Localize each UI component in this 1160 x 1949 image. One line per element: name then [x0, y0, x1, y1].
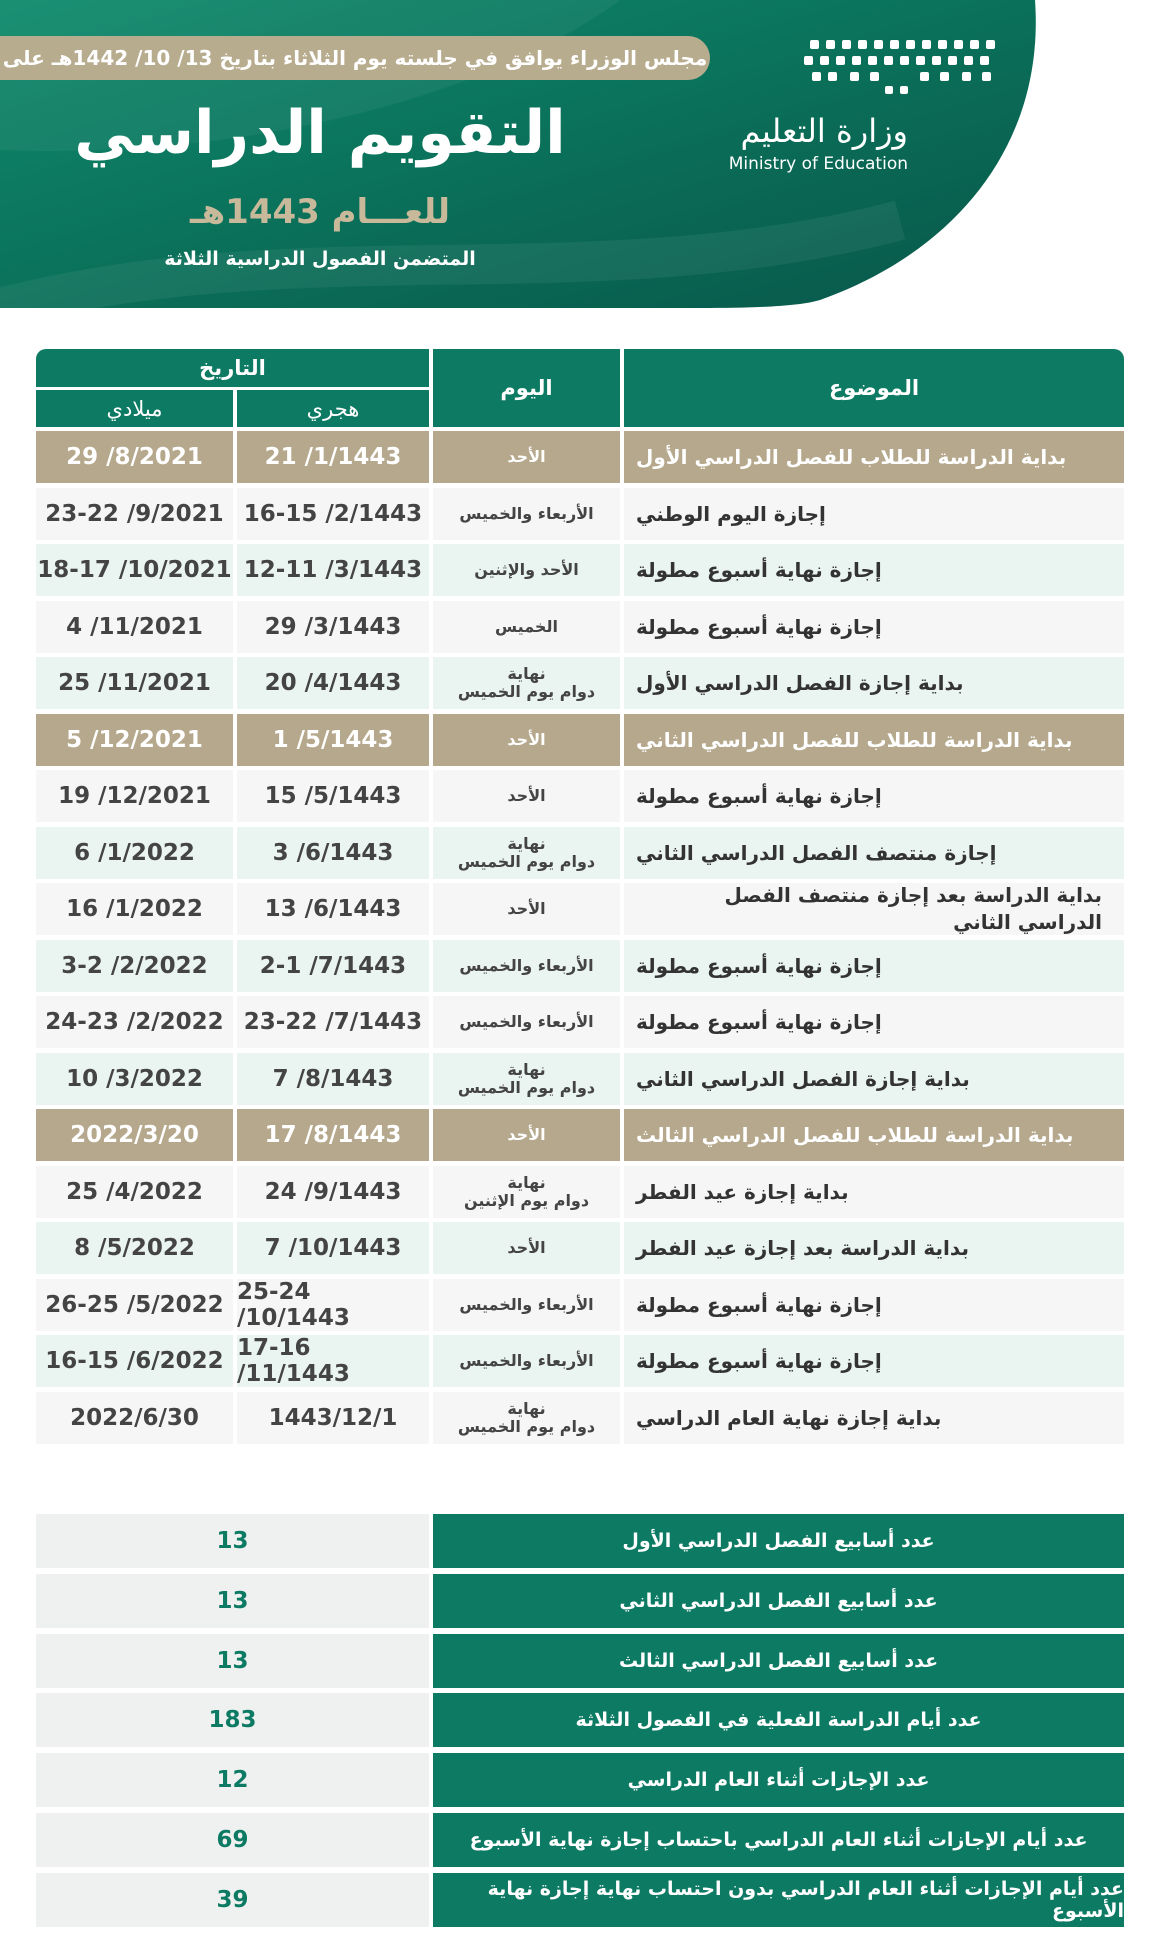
- gregorian-date: 26-25 /5/2022: [36, 1279, 233, 1331]
- event-topic: بداية الدراسة للطلاب للفصل الدراسي الثاني: [624, 714, 1124, 766]
- weekday: الأربعاء والخميس: [433, 940, 620, 992]
- hijri-date: 17-16 /11/1443: [237, 1335, 429, 1387]
- page-title: التقويم الدراسي: [74, 98, 566, 168]
- header-day: اليوم: [433, 349, 620, 427]
- event-topic: بداية الدراسة بعد إجازة منتصف الفصل الدراسي الثاني: [624, 883, 1124, 935]
- academic-year: للعـــام 1443هـ: [189, 192, 451, 232]
- event-topic: إجازة نهاية أسبوع مطولة: [624, 1335, 1124, 1387]
- event-topic: إجازة منتصف الفصل الدراسي الثاني: [624, 827, 1124, 879]
- header-topic: الموضوع: [624, 349, 1124, 427]
- event-topic: إجازة اليوم الوطني: [624, 488, 1124, 540]
- weekday: الأحد: [433, 714, 620, 766]
- gregorian-date: 24-23 /2/2022: [36, 996, 233, 1048]
- event-topic: بداية إجازة الفصل الدراسي الثاني: [624, 1053, 1124, 1105]
- header-gregorian: ميلادي: [36, 390, 233, 427]
- weekday: نهاية دوام يوم الخميس: [433, 827, 620, 879]
- event-topic: بداية الدراسة بعد إجازة عيد الفطر: [624, 1222, 1124, 1274]
- gregorian-date: 2022/3/20: [36, 1109, 233, 1161]
- page-subtitle: المتضمن الفصول الدراسية الثلاثة: [164, 248, 476, 270]
- hijri-date: 20 /4/1443: [237, 657, 429, 709]
- hijri-date: 23-22 /7/1443: [237, 996, 429, 1048]
- hijri-date: 21 /1/1443: [237, 431, 429, 483]
- hijri-date: 3 /6/1443: [237, 827, 429, 879]
- weekday: نهاية دوام يوم الخميس: [433, 657, 620, 709]
- gregorian-date: 5 /12/2021: [36, 714, 233, 766]
- gregorian-date: 16-15 /6/2022: [36, 1335, 233, 1387]
- gregorian-date: 4 /11/2021: [36, 601, 233, 653]
- weekday: الأحد: [433, 883, 620, 935]
- header-banner: [0, 0, 1160, 310]
- summary-value: 183: [36, 1693, 429, 1747]
- weekday: نهاية دوام يوم الخميس: [433, 1053, 620, 1105]
- hijri-date: 7 /8/1443: [237, 1053, 429, 1105]
- gregorian-date: 16 /1/2022: [36, 883, 233, 935]
- gregorian-date: 3-2 /2/2022: [36, 940, 233, 992]
- hijri-date: 29 /3/1443: [237, 601, 429, 653]
- weekday: الخميس: [433, 601, 620, 653]
- weekday: الأربعاء والخميس: [433, 488, 620, 540]
- hijri-date: 1 /5/1443: [237, 714, 429, 766]
- weekday: نهاية دوام يوم الإثنين: [433, 1166, 620, 1218]
- cabinet-approval-notice: مجلس الوزراء يوافق في جلسته يوم الثلاثاء بتاريخ 13/ 10/ 1442هـ على: [0, 36, 710, 80]
- event-topic: إجازة نهاية أسبوع مطولة: [624, 544, 1124, 596]
- ministry-name-arabic: وزارة التعليم: [740, 112, 908, 150]
- summary-label: عدد أيام الإجازات أثناء العام الدراسي بدون احتساب نهاية إجازة نهاية الأسبوع: [433, 1873, 1124, 1927]
- hijri-date: 1443/12/1: [237, 1392, 429, 1444]
- summary-value: 39: [36, 1873, 429, 1927]
- summary-label: عدد الإجازات أثناء العام الدراسي: [433, 1753, 1124, 1807]
- gregorian-date: 19 /12/2021: [36, 770, 233, 822]
- summary-label: عدد أسابيع الفصل الدراسي الأول: [433, 1514, 1124, 1568]
- gregorian-date: 23-22 /9/2021: [36, 488, 233, 540]
- summary-value: 13: [36, 1514, 429, 1568]
- gregorian-date: 18-17 /10/2021: [36, 544, 233, 596]
- summary-value: 12: [36, 1753, 429, 1807]
- weekday: الأربعاء والخميس: [433, 1335, 620, 1387]
- event-topic: إجازة نهاية أسبوع مطولة: [624, 996, 1124, 1048]
- event-topic: إجازة نهاية أسبوع مطولة: [624, 1279, 1124, 1331]
- header-hijri: هجري: [237, 390, 429, 427]
- hijri-date: 24 /9/1443: [237, 1166, 429, 1218]
- event-topic: إجازة نهاية أسبوع مطولة: [624, 940, 1124, 992]
- hijri-date: 2-1 /7/1443: [237, 940, 429, 992]
- gregorian-date: 29 /8/2021: [36, 431, 233, 483]
- gregorian-date: 8 /5/2022: [36, 1222, 233, 1274]
- event-topic: بداية إجازة الفصل الدراسي الأول: [624, 657, 1124, 709]
- hijri-date: 12-11 /3/1443: [237, 544, 429, 596]
- summary-label: عدد أيام الإجازات أثناء العام الدراسي باحتساب إجازة نهاية الأسبوع: [433, 1813, 1124, 1867]
- event-topic: إجازة نهاية أسبوع مطولة: [624, 770, 1124, 822]
- hijri-date: 15 /5/1443: [237, 770, 429, 822]
- summary-value: 69: [36, 1813, 429, 1867]
- weekday: الأحد: [433, 1109, 620, 1161]
- gregorian-date: 25 /4/2022: [36, 1166, 233, 1218]
- weekday: الأربعاء والخميس: [433, 996, 620, 1048]
- gregorian-date: 2022/6/30: [36, 1392, 233, 1444]
- gregorian-date: 25 /11/2021: [36, 657, 233, 709]
- summary-label: عدد أيام الدراسة الفعلية في الفصول الثلاثة: [433, 1693, 1124, 1747]
- event-topic: إجازة نهاية أسبوع مطولة: [624, 601, 1124, 653]
- summary-label: عدد أسابيع الفصل الدراسي الثاني: [433, 1574, 1124, 1628]
- event-topic: بداية الدراسة للطلاب للفصل الدراسي الثالث: [624, 1109, 1124, 1161]
- hijri-date: 7 /10/1443: [237, 1222, 429, 1274]
- weekday: الأحد والإثنين: [433, 544, 620, 596]
- summary-value: 13: [36, 1574, 429, 1628]
- event-topic: بداية إجازة عيد الفطر: [624, 1166, 1124, 1218]
- header-date: التاريخ: [36, 349, 429, 387]
- summary-value: 13: [36, 1634, 429, 1688]
- event-topic: بداية الدراسة للطلاب للفصل الدراسي الأول: [624, 431, 1124, 483]
- gregorian-date: 10 /3/2022: [36, 1053, 233, 1105]
- gregorian-date: 6 /1/2022: [36, 827, 233, 879]
- weekday: نهاية دوام يوم الخميس: [433, 1392, 620, 1444]
- hijri-date: 13 /6/1443: [237, 883, 429, 935]
- summary-label: عدد أسابيع الفصل الدراسي الثالث: [433, 1634, 1124, 1688]
- hijri-date: 17 /8/1443: [237, 1109, 429, 1161]
- hijri-date: 25-24 /10/1443: [237, 1279, 429, 1331]
- weekday: الأحد: [433, 770, 620, 822]
- weekday: الأحد: [433, 1222, 620, 1274]
- weekday: الأحد: [433, 431, 620, 483]
- event-topic: بداية إجازة نهاية العام الدراسي: [624, 1392, 1124, 1444]
- weekday: الأربعاء والخميس: [433, 1279, 620, 1331]
- ministry-name-english: Ministry of Education: [728, 154, 908, 174]
- hijri-date: 16-15 /2/1443: [237, 488, 429, 540]
